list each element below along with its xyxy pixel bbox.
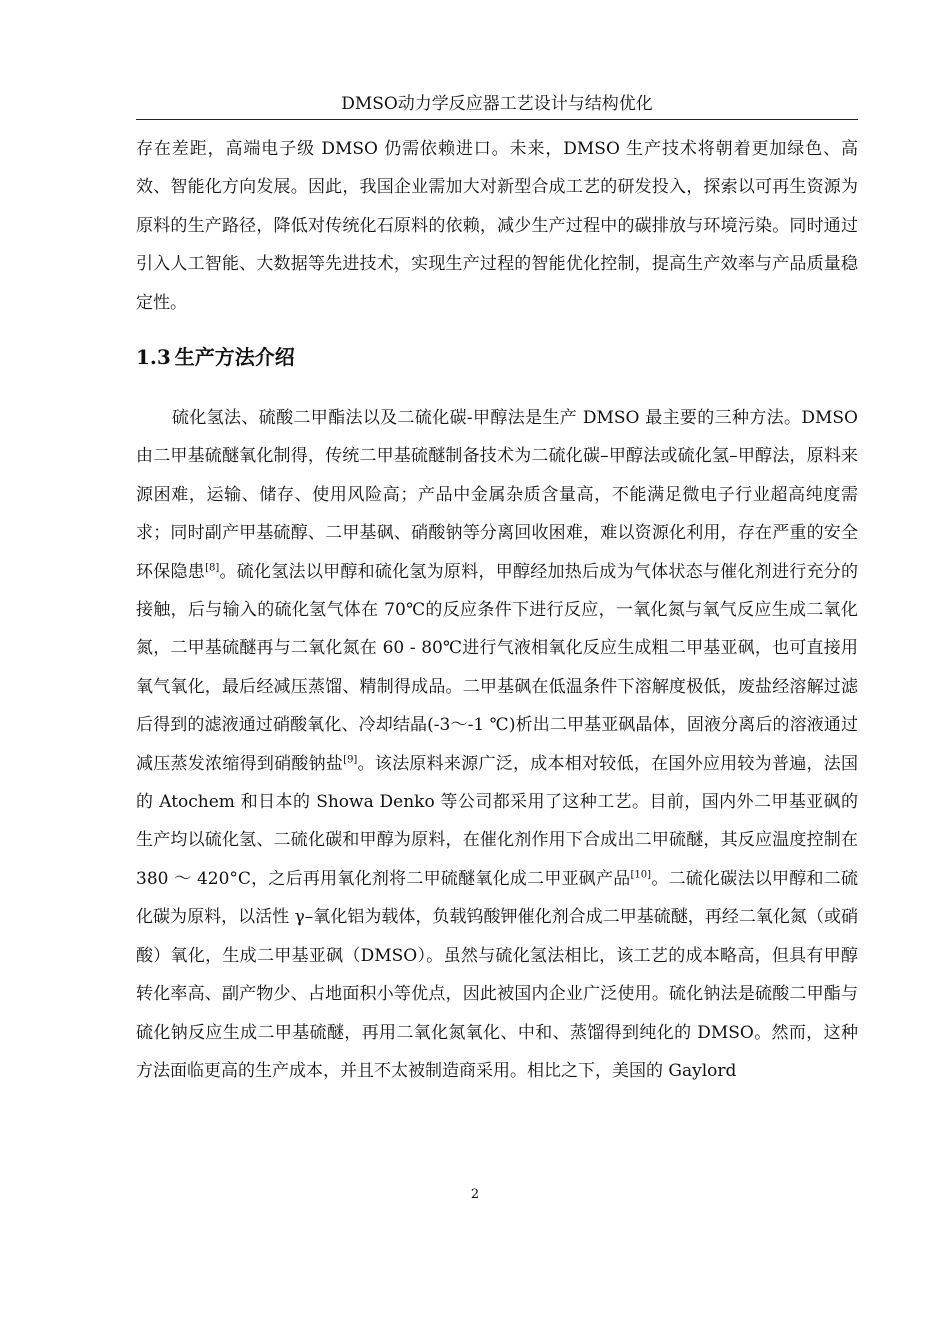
- header-divider: [136, 119, 858, 120]
- text-segment: 。二硫化碳法以甲醇和二硫化碳为原料，以活性 γ–氧化铝为载体，负载钨酸钾催化剂合成二甲基硫醚，再经二氧化氮（或硝酸）氧化，生成二甲基亚砜（DMSO）。虽然与硫化氢法相比，该工艺的成本略高，但具有甲醇转化率高、副产物少、占地面积小等优点，因此被国内企业广泛使用。硫化钠法是硫酸二甲酯与硫化钠反应生成二甲基硫醚，再用二氧化氮氧化、中和、蒸馏得到纯化的 DMSO。然而，这种方法面临更高的生产成本，并且不太被制造商采用。相比之下，美国的 Gaylord: [136, 868, 858, 1081]
- section-title: 生产方法介绍: [174, 345, 295, 369]
- paragraph-production-methods: [136, 399, 858, 1090]
- text-segment: 硫化氢法、硫酸二甲酯法以及二硫化碳-甲醇法是生产 DMSO 最主要的三种方法。DMSO 由二甲基硫醚氧化制得，传统二甲基硫醚制备技术为二硫化碳–甲醇法或硫化氢–甲醇法，原料来源困难，运输、储存、使用风险高；产品中金属杂质含量高，不能满足微电子行业超高纯度需求；同时副产甲基硫醇、二甲基砜、硝酸钠等分离回收困难，难以资源化利用，存在严重的安全环保隐患: [136, 408, 858, 582]
- text-segment: 。硫化氢法以甲醇和硫化氢为原料，甲醇经加热后成为气体状态与催化剂进行充分的接触，后与输入的硫化氢气体在 70℃的反应条件下进行反应，一氧化氮与氧气反应生成二氧化氮，二甲基硫醚再与二氧化氮在 60 - 80℃进行气液相氧化反应生成粗二甲基亚砜，也可直接用氧气氧化，最后经减压蒸馏、精制得成品。二甲基砜在低温条件下溶解度极低，废盐经溶解过滤后得到的滤液通过硝酸氧化、冷却结晶(-3～-1 ℃)析出二甲基亚砜晶体，固液分离后的溶液通过减压蒸发浓缩得到硝酸钠盐: [136, 561, 859, 774]
- text-segment: 。该法原料来源广泛，成本相对较低，在国外应用较为普遍，法国的 Atochem 和日本的 Showa Denko 等公司都采用了这种工艺。目前，国内外二甲基亚砜的生产均以硫化氢、二硫化碳和甲醇为原料，在催化剂作用下合成出二甲硫醚，其反应温度控制在 380 ～ 420°C，之后再用氧化剂将二甲硫醚氧化成二甲亚砜产品: [136, 753, 859, 889]
- citation-9[interactable]: [9]: [343, 754, 358, 765]
- section-heading: [136, 343, 295, 371]
- page-header-title: DMSO动力学反应器工艺设计与结构优化: [341, 94, 653, 114]
- citation-10[interactable]: [10]: [630, 869, 652, 881]
- citation-8[interactable]: [8]: [205, 561, 220, 573]
- paragraph-intro-continuation: 存在差距，高端电子级 DMSO 仍需依赖进口。未来，DMSO 生产技术将朝着更加绿色、高效、智能化方向发展。因此，我国企业需加大对新型合成工艺的研发投入，探索以可再生资源为原料的生产路径，降低对传统化石原料的依赖，减少生产过程中的碳排放与环境污染。同时通过引入人工智能、大数据等先进技术，实现生产过程的智能优化控制，提高生产效率与产品质量稳定性。: [136, 139, 858, 313]
- section-number: 1.3: [136, 345, 171, 369]
- page-number: 2: [470, 1187, 480, 1202]
